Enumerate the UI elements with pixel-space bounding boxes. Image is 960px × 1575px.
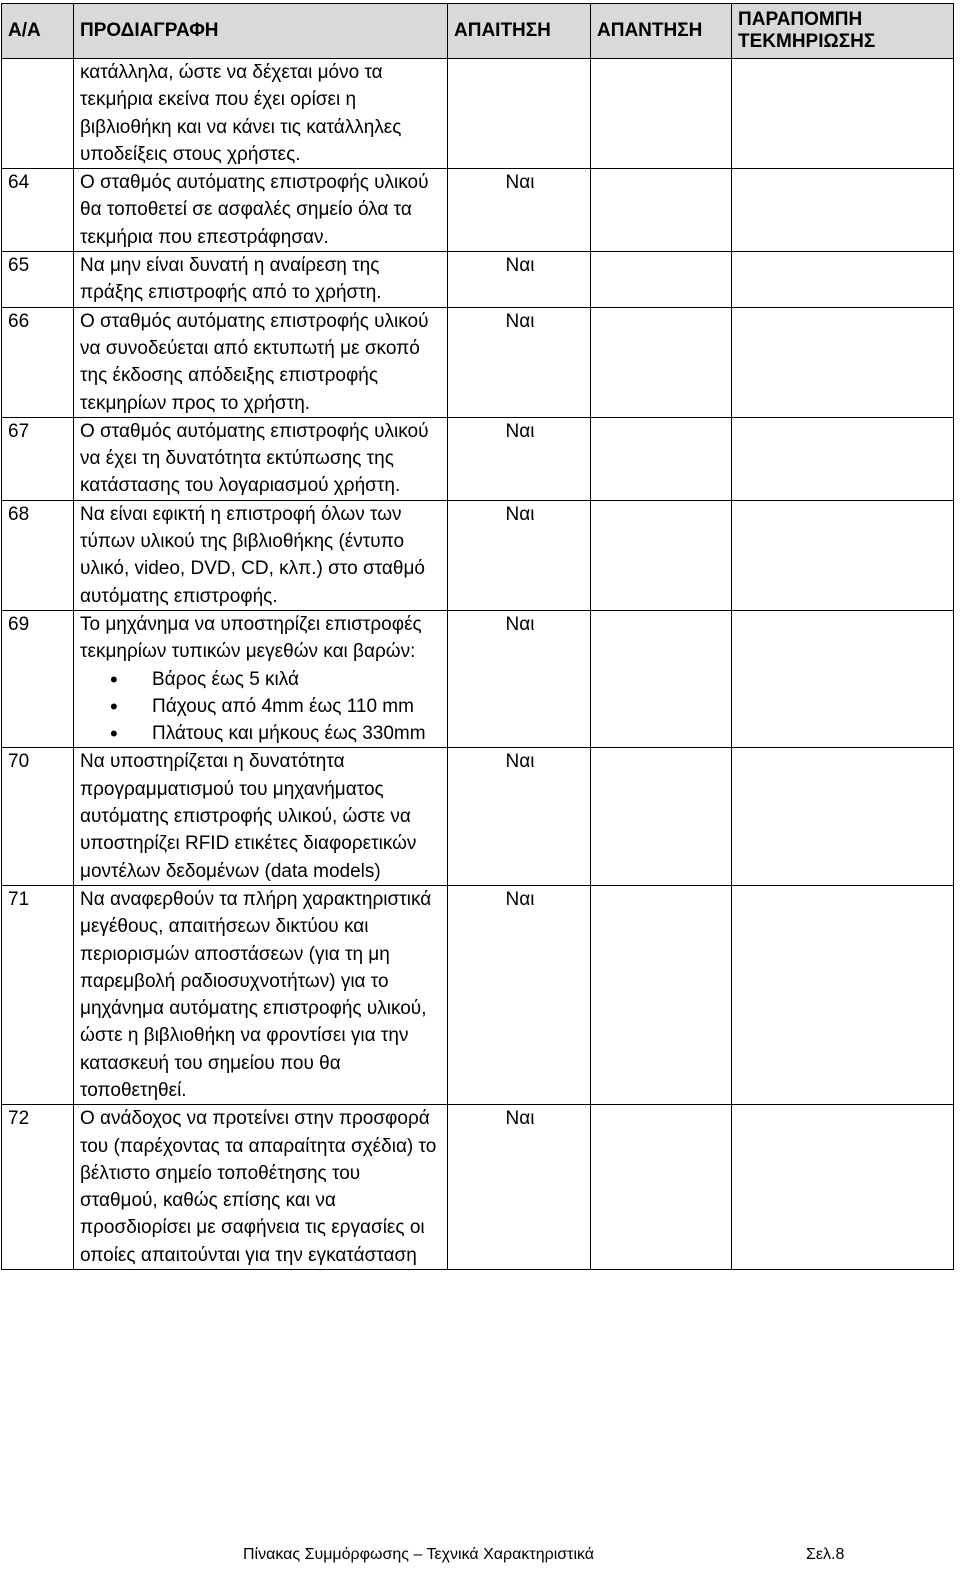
- reference-cell: [732, 1105, 954, 1270]
- row-number: 72: [2, 1105, 74, 1270]
- header-aa: Α/Α: [2, 4, 74, 59]
- reference-cell: [732, 417, 954, 500]
- table-row: [2, 59, 954, 169]
- row-number: 68: [2, 500, 74, 610]
- answer-cell: [591, 417, 732, 500]
- spec-text: Να είναι εφικτή η επιστροφή όλων των τύπων υλικού της βιβλιοθήκης (έντυπο υλικό, video, DVD, CD, κλπ.) στο σταθμό αυτόματης επιστροφής.: [74, 500, 448, 610]
- row-number: 66: [2, 307, 74, 417]
- spec-text: κατάλληλα, ώστε να δέχεται μόνο τα τεκμήρια εκείνα που έχει ορίσει η βιβλιοθήκη και να κάνει τις κατάλληλες υποδείξεις στους χρήστες.: [74, 59, 448, 169]
- answer-cell: [591, 748, 732, 885]
- spec-text: Ο σταθμός αυτόματης επιστροφής υλικού θα τοποθετεί σε ασφαλές σημείο όλα τα τεκμήρια που επεστράφησαν.: [74, 169, 448, 252]
- reference-cell: [732, 252, 954, 308]
- spec-text: Να μην είναι δυνατή η αναίρεση της πράξης επιστροφής από το χρήστη.: [74, 252, 448, 308]
- requirement-cell: Ναι: [448, 885, 591, 1104]
- spec-text: Ο σταθμός αυτόματης επιστροφής υλικού να έχει τη δυνατότητα εκτύπωσης της κατάστασης του λογαριασμού χρήστη.: [74, 417, 448, 500]
- bullet-item: • Βάρος έως 5 κιλά: [80, 666, 443, 693]
- footer-title: Πίνακας Συμμόρφωσης – Τεχνικά Χαρακτηριστικά: [243, 1546, 595, 1563]
- bullet-item: • Πλάτους και μήκους έως 330mm: [80, 720, 443, 747]
- reference-cell: [732, 169, 954, 252]
- spec-text: Να αναφερθούν τα πλήρη χαρακτηριστικά μεγέθους, απαιτήσεων δικτύου και περιορισμών αποστάσεων (για τη μη παρεμβολή ραδιοσυχνοτήτων) για το μηχάνημα αυτόματης επιστροφής υλικού, ώστε η βιβλιοθήκη να φροντίσει για την κατασκευή του σημείου που θα τοποθετηθεί.: [74, 885, 448, 1104]
- spec-text: Το μηχάνημα να υποστηρίζει επιστροφές τεκμηρίων τυπικών μεγεθών και βαρών:: [80, 613, 422, 663]
- requirement-cell: Ναι: [448, 610, 591, 747]
- header-req: ΑΠΑΙΤΗΣΗ: [448, 4, 591, 59]
- answer-cell: [591, 610, 732, 747]
- table-row: [2, 610, 954, 747]
- bullet-list: [80, 666, 443, 748]
- requirement-cell: Ναι: [448, 500, 591, 610]
- table-row: [2, 169, 954, 252]
- requirement-cell: Ναι: [448, 1105, 591, 1270]
- page-number: Σελ.8: [806, 1546, 845, 1563]
- requirement-cell: Ναι: [448, 252, 591, 308]
- reference-cell: [732, 610, 954, 747]
- table-row: [2, 748, 954, 885]
- table-row: [2, 417, 954, 500]
- reference-cell: [732, 500, 954, 610]
- answer-cell: [591, 500, 732, 610]
- spec-text: Ο ανάδοχος να προτείνει στην προσφορά του (παρέχοντας τα απαραίτητα σχέδια) το βέλτιστο σημείο τοποθέτησης του σταθμού, καθώς επίσης και να προσδιορίσει με σαφήνεια τις εργασίες οι οποίες απαιτούνται για την εγκατάσταση: [74, 1105, 448, 1270]
- header-ans: ΑΠΑΝΤΗΣΗ: [591, 4, 732, 59]
- requirement-cell: Ναι: [448, 307, 591, 417]
- answer-cell: [591, 169, 732, 252]
- requirement-cell: [448, 59, 591, 169]
- spec-text: Να υποστηρίζεται η δυνατότητα προγραμματισμού του μηχανήματος αυτόματης επιστροφής υλικού, ώστε να υποστηρίζει RFID ετικέτες διαφορετικών μοντέλων δεδομένων (data models): [74, 748, 448, 885]
- requirement-cell: Ναι: [448, 748, 591, 885]
- answer-cell: [591, 252, 732, 308]
- answer-cell: [591, 59, 732, 169]
- row-number: 71: [2, 885, 74, 1104]
- compliance-table: [1, 3, 954, 1270]
- spec-text: Ο σταθμός αυτόματης επιστροφής υλικού να συνοδεύεται από εκτυπωτή με σκοπό της έκδοσης απόδειξης επιστροφής τεκμηρίων προς το χρήστη.: [74, 307, 448, 417]
- row-number: 67: [2, 417, 74, 500]
- row-number: 69: [2, 610, 74, 747]
- header-spec: ΠΡΟΔΙΑΓΡΑΦΗ: [74, 4, 448, 59]
- spec-cell-with-list: [74, 610, 448, 747]
- reference-cell: [732, 59, 954, 169]
- row-number: 65: [2, 252, 74, 308]
- answer-cell: [591, 1105, 732, 1270]
- bullet-item: • Πάχους από 4mm έως 110 mm: [80, 693, 443, 720]
- requirement-cell: Ναι: [448, 169, 591, 252]
- answer-cell: [591, 885, 732, 1104]
- row-number: 64: [2, 169, 74, 252]
- table-row: [2, 1105, 954, 1270]
- requirement-cell: Ναι: [448, 417, 591, 500]
- table-row: [2, 500, 954, 610]
- answer-cell: [591, 307, 732, 417]
- table-row: [2, 307, 954, 417]
- row-number: [2, 59, 74, 169]
- table-row: [2, 885, 954, 1104]
- table-row: [2, 252, 954, 308]
- reference-cell: [732, 748, 954, 885]
- reference-cell: [732, 885, 954, 1104]
- reference-cell: [732, 307, 954, 417]
- header-ref: ΠΑΡΑΠΟΜΠΗ ΤΕΚΜΗΡΙΩΣΗΣ: [732, 4, 954, 59]
- row-number: 70: [2, 748, 74, 885]
- header-row: [2, 4, 954, 59]
